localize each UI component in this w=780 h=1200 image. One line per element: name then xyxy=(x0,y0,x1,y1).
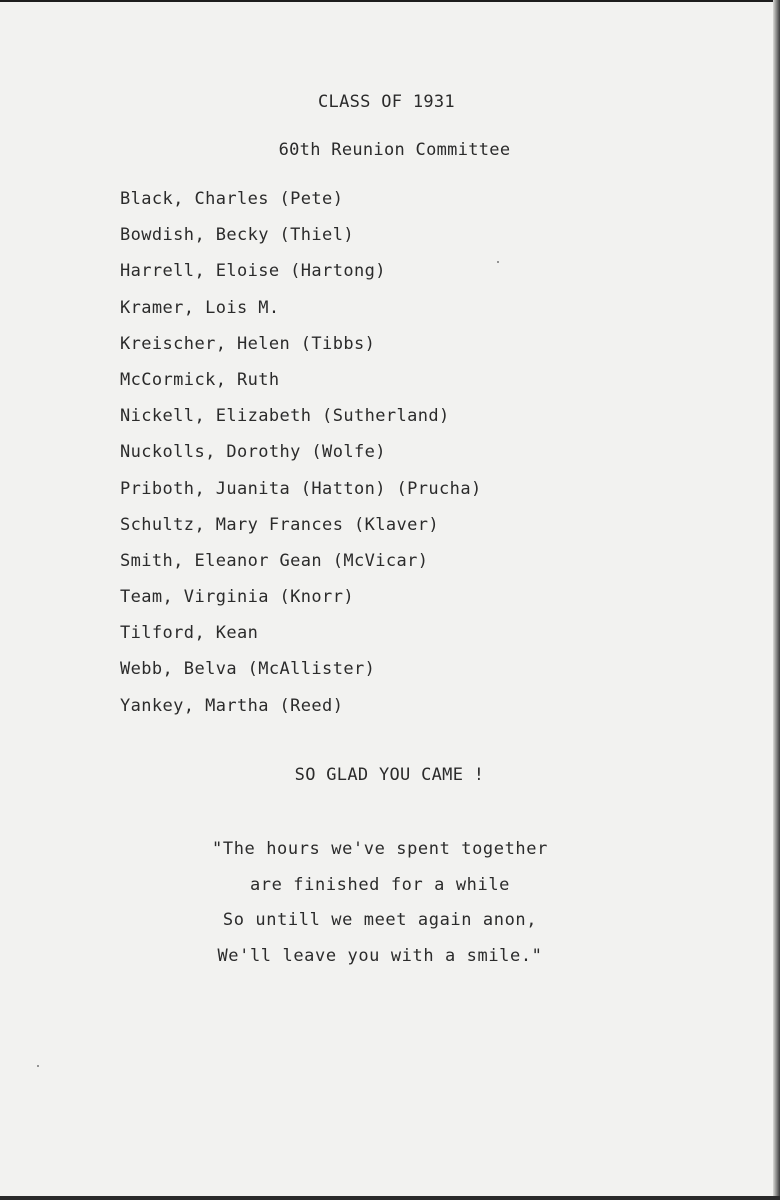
committee-member: Harrell, Eloise (Hartong) xyxy=(120,261,386,282)
committee-member: Black, Charles (Pete) xyxy=(120,189,344,209)
committee-member: Tilford, Kean xyxy=(120,623,259,644)
committee-member: Webb, Belva (McAllister) xyxy=(120,659,376,680)
poem-line: "The hours we've spent together xyxy=(212,839,548,859)
document-subtitle: 60th Reunion Committee xyxy=(278,140,511,160)
committee-member: Kramer, Lois M. xyxy=(120,297,280,318)
committee-member: Yankey, Martha (Reed) xyxy=(120,695,344,716)
document-title: CLASS OF 1931 xyxy=(318,92,455,112)
committee-member: Schultz, Mary Frances (Klaver) xyxy=(120,514,440,535)
poem-line: We'll leave you with a smile." xyxy=(217,945,543,966)
committee-member: Kreischer, Helen (Tibbs) xyxy=(120,333,376,354)
committee-member: McCormick, Ruth xyxy=(120,369,280,390)
committee-member: Team, Virginia (Knorr) xyxy=(120,587,354,608)
page-bottom-edge xyxy=(0,1196,780,1200)
closing-line: SO GLAD YOU CAME ! xyxy=(294,765,485,785)
committee-member: Nickell, Elizabeth (Sutherland) xyxy=(120,406,450,427)
poem-line: are finished for a while xyxy=(249,874,511,895)
committee-member: Smith, Eleanor Gean (McVicar) xyxy=(120,550,429,571)
committee-member: Priboth, Juanita (Hatton) (Prucha) xyxy=(120,478,482,499)
poem-line: So untill we meet again anon, xyxy=(222,910,538,930)
committee-list xyxy=(120,186,482,729)
committee-member: Bowdish, Becky (Thiel) xyxy=(120,225,354,246)
paper-speck xyxy=(497,261,499,263)
page-edge-shadow xyxy=(773,0,780,1200)
committee-member: Nuckolls, Dorothy (Wolfe) xyxy=(120,442,386,463)
farewell-poem xyxy=(160,836,600,978)
paper-speck xyxy=(37,1065,39,1067)
